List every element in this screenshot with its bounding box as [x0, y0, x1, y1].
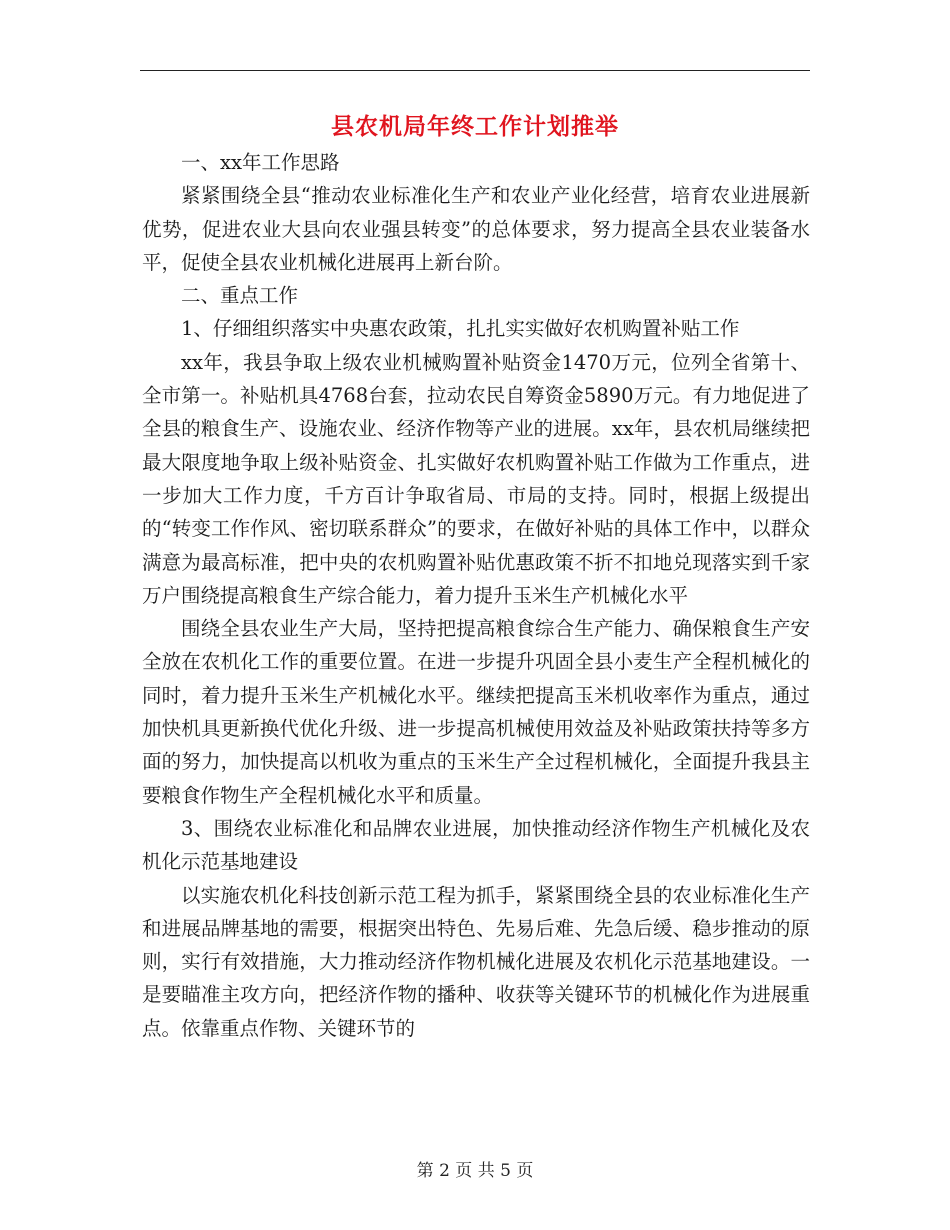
- body-paragraph: 围绕全县农业生产大局，坚持把提高粮食综合生产能力、确保粮食生产安全放在农机化工作的重要位置。在进一步提升巩固全县小麦生产全程机械化的同时，着力提升玉米生产机械化水平。继续把提高玉米机收率作为重点，通过加快机具更新换代优化升级、进一步提高机械使用效益及补贴政策扶持等多方面的努力，加快提高以机收为重点的玉米生产全过程机械化，全面提升我县主要粮食作物生产全程机械化水平和质量。: [142, 617, 810, 807]
- document-body: [142, 146, 810, 1045]
- body-paragraph: xx年，我县争取上级农业机械购置补贴资金1470万元，位列全省第十、全市第一。补贴机具4768台套，拉动农民自筹资金5890万元。有力地促进了全县的粮食生产、设施农业、经济作物等产业的进展。xx年，县农机局继续把最大限度地争取上级补贴资金、扎实做好农机购置补贴工作做为工作重点，进一步加大工作力度，千方百计争取省局、市局的支持。同时，根据上级提出的“转变工作作风、密切联系群众”的要求，在做好补贴的具体工作中，以群众满意为最高标准，把中央的农机购置补贴优惠政策不折不扣地兑现落实到千家万户围绕提高粮食生产综合能力，着力提升玉米生产机械化水平: [142, 350, 810, 607]
- section-heading-2: 二、重点工作: [181, 284, 299, 308]
- subheading-1: 1、仔细组织落实中央惠农政策，扎扎实实做好农机购置补贴工作: [181, 317, 740, 341]
- body-paragraph: 以实施农机化科技创新示范工程为抓手，紧紧围绕全县的农业标准化生产和进展品牌基地的需要，根据突出特色、先易后难、先急后缓、稳步推动的原则，实行有效措施，大力推动经济作物机械化进展及农机化示范基地建设。一是要瞄准主攻方向，把经济作物的播种、收获等关键环节的机械化作为进展重点。依靠重点作物、关键环节的: [142, 883, 810, 1040]
- page-number-footer: 第 2 页 共 5 页: [416, 1161, 534, 1181]
- body-paragraph: 紧紧围绕全县“推动农业标准化生产和农业产业化经营，培育农业进展新优势，促进农业大县向农业强县转变”的总体要求，努力提高全县农业装备水平，促使全县农业机械化进展再上新台阶。: [142, 184, 810, 274]
- header-rule: [140, 70, 810, 71]
- document-title: 县农机局年终工作计划推举: [331, 113, 619, 140]
- subheading-3: 3、围绕农业标准化和品牌农业进展，加快推动经济作物生产机械化及农机化示范基地建设: [142, 816, 810, 874]
- section-heading-1: 一、xx年工作思路: [181, 151, 340, 174]
